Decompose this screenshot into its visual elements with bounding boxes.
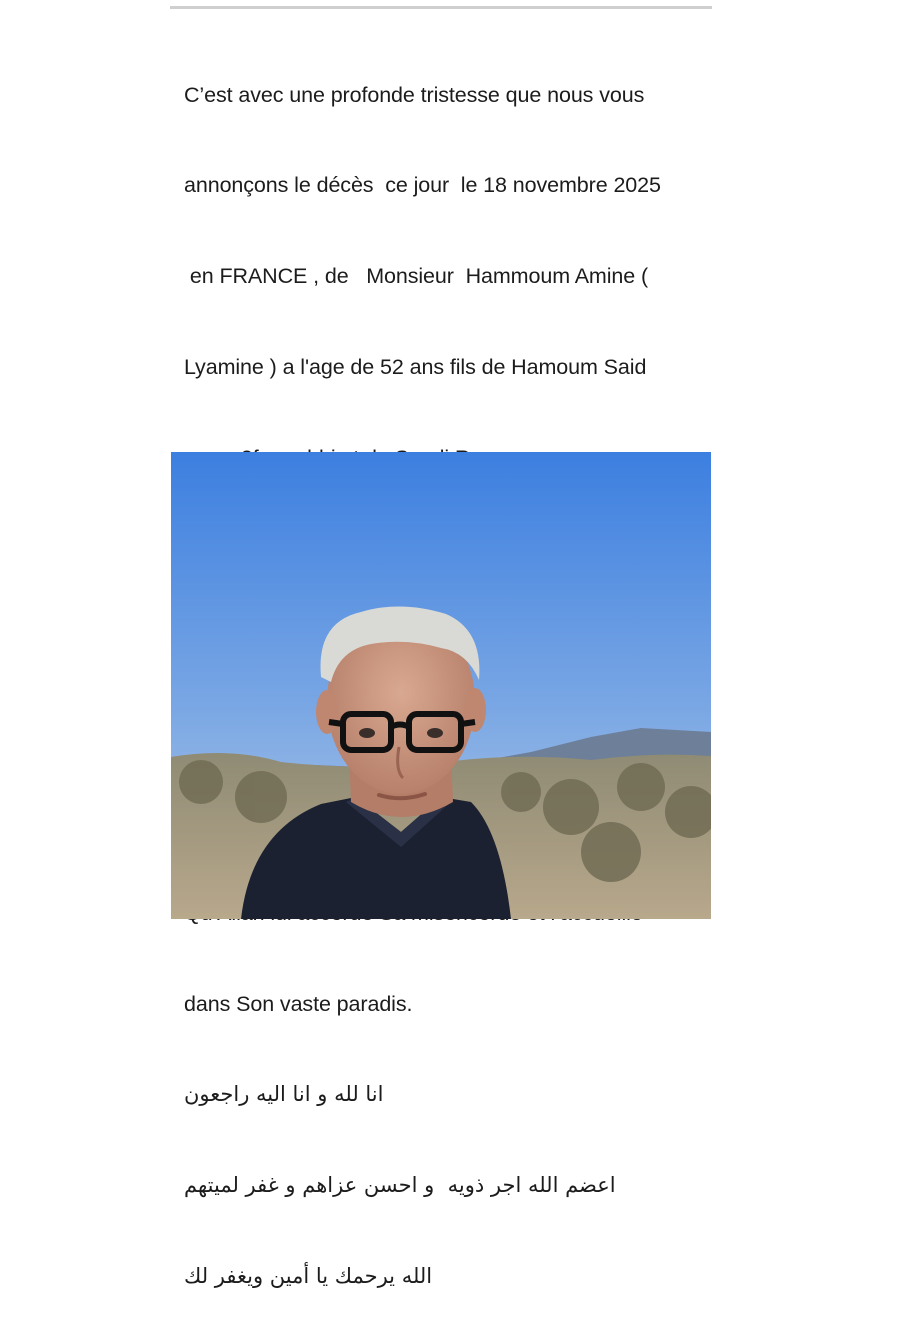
arabic-line: الله يرحمك يا أمين ويغفر لك [184, 1264, 433, 1289]
post-line: annonçons le décès ce jour le 18 novembre 2025 [184, 173, 661, 198]
post-line: C’est avec une profonde tristesse que nous vous [184, 82, 645, 107]
arabic-line: انا لله و انا اليه راجعون [184, 1082, 384, 1107]
post-line: dans Son vaste paradis. [184, 991, 413, 1016]
top-divider [170, 6, 712, 9]
photo-illustration [171, 452, 711, 919]
post-line: Lyamine ) a l'age de 52 ans fils de Hamoum Said [184, 355, 647, 380]
portrait-photo[interactable] [171, 452, 711, 919]
arabic-line: اعضم الله اجر ذويه و احسن عزاهم و غفر لميتهم [184, 1173, 616, 1198]
post-line: en FRANCE , de Monsieur Hammoum Amine ( [184, 264, 649, 289]
